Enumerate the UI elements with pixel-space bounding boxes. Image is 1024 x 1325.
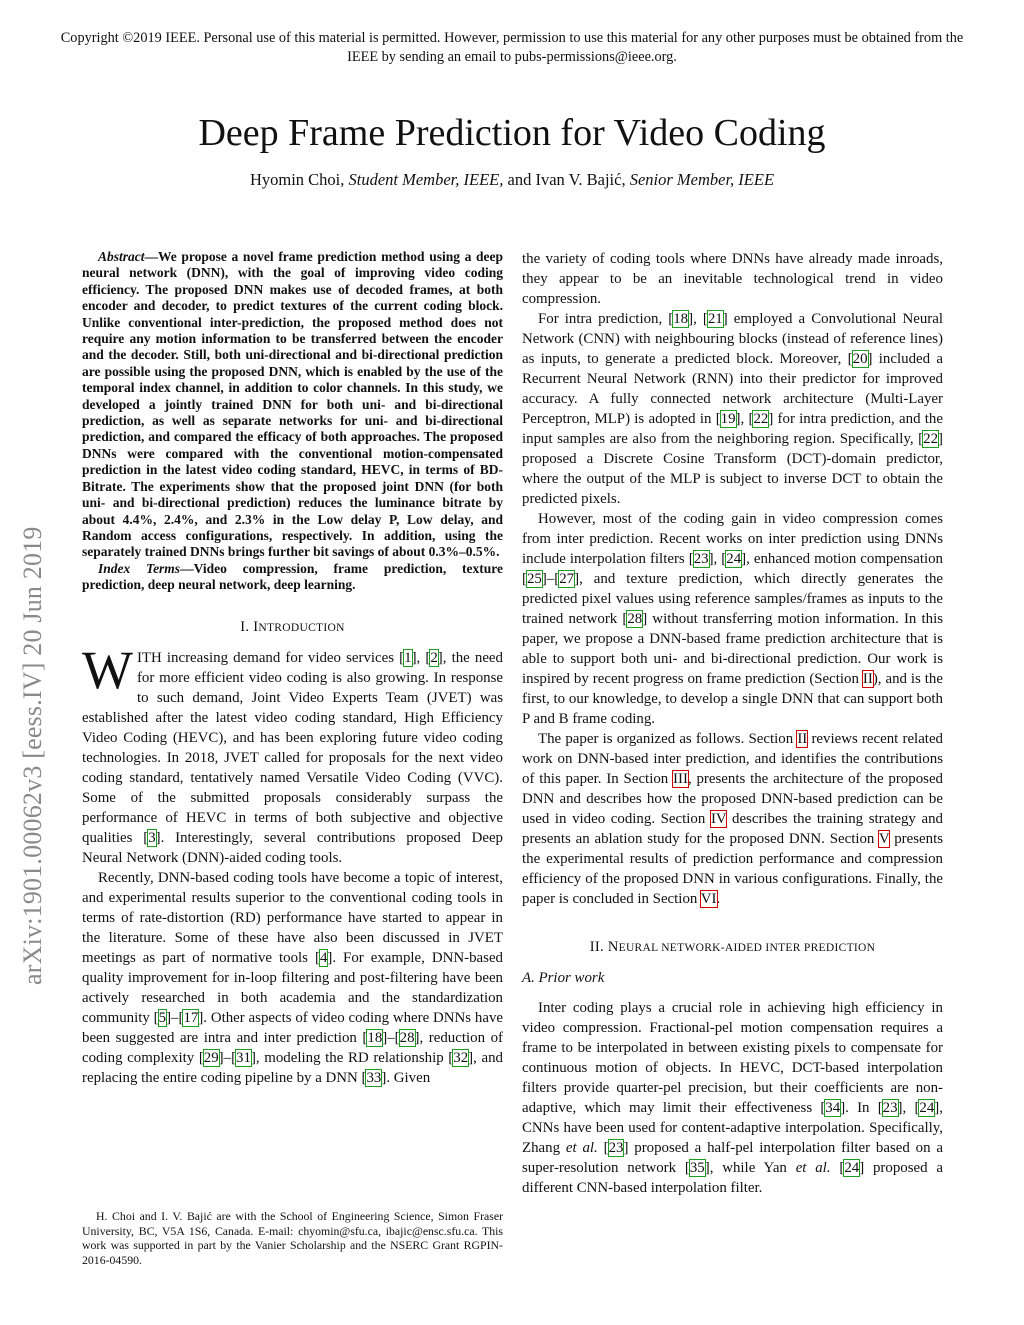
citation-link[interactable]: 29 [203,1049,219,1066]
citation-link[interactable]: 19 [720,411,736,427]
citation-link[interactable]: 34 [825,1100,841,1116]
abstract [82,249,503,561]
citation-link[interactable]: 22 [923,431,939,447]
citation-link[interactable]: 32 [453,1049,469,1066]
author-footnote: H. Choi and I. V. Bajić are with the School of Engineering Science, Simon Fraser University, BC, V5A 1S6, Canada. E-mail: chyomin@sfu.ca, ibajic@ensc.sfu.ca. This work was supported in part by the Vanier Scholarship and the NSERC Grant RGPIN-2016-04590. [82,1209,503,1267]
citation-link[interactable]: 18 [367,1029,383,1046]
right-paragraph-2: For intra prediction, [18], [21] employed a Convolutional Neural Network (CNN) with neighbouring blocks (instead of reference lines) as inputs, to generate a predicted block. Moreover, [20] included a Recurrent Neural Network (RNN) into their predictor for improved accuracy. A fully connected network architecture (Multi-Layer Perceptron, MLP) is adopted in [19], [22] for intra prediction, and the input samples are also from the neighboring region. Specifically, [22] proposed a Discrete Cosine Transform (DCT)-domain predictor, where the output of the MLP is subject to inverse DCT to obtain the predicted pixels. [522,311,943,507]
index-terms-text: —Video compression, frame prediction, texture prediction, deep neural network, deep learning. [82,560,504,593]
left-column [82,249,503,1088]
right-paragraph-1: the variety of coding tools where DNNs have already made inroads, they appear to be an inevitable technological trend in video compression. [522,251,943,307]
citation-link[interactable]: 4 [319,949,328,966]
citation-link[interactable]: 33 [366,1069,382,1086]
citation-link[interactable]: 2 [430,649,438,666]
abstract-label: Abstract [98,249,145,264]
citation-link[interactable]: 35 [689,1160,705,1176]
citation-link[interactable]: 21 [707,311,723,327]
intro-paragraph-1: WITH increasing demand for video services [1], [2], the need for more efficient video coding is also growing. In response to such demand, Joint Video Experts Team (JVET) was established after the latest video coding standard, High Efficiency Video Coding (HEVC), and has been exploring future video coding technologies. In 2018, JVET called for proposals for the next video coding standard, tentatively named Versatile Video Coding (VVC). Some of the submitted proposals considerably surpass the performance of HEVC in terms of both subjective and objective qualities [3]. Interestingly, several contributions proposed Deep Neural Network (DNN)-aided coding tools. [82,639,503,866]
citation-link[interactable]: 25 [526,571,542,587]
section-link[interactable]: IV [710,811,727,827]
citation-link[interactable]: 17 [183,1009,199,1026]
citation-link[interactable]: 24 [726,551,742,567]
citation-link[interactable]: 1 [404,649,412,666]
right-paragraph-3: However, most of the coding gain in video compression comes from inter prediction. Recent works on inter prediction using DNNs include interpolation filters [23], [24], enhanced motion compensation [25]–[27], and texture prediction, which directly generates the predicted pixel values using reference samples/frames as inputs to the trained network [28] without transferring motion information. In this paper, we propose a DNN-based frame prediction architecture that is able to support both uni- and bi-directional prediction. Our work is inspired by recent progress on frame prediction (Section II), and is the first, to our knowledge, to develop a single DNN that can support both P and B frame coding. [522,511,944,727]
author-1-role: Student Member, IEEE, [348,170,504,189]
citation-link[interactable]: 22 [753,411,769,427]
citation-link[interactable]: 20 [852,351,868,367]
index-terms [82,561,503,594]
section-heading-introduction: I. INTRODUCTION [240,618,345,635]
copyright-notice: Copyright ©2019 IEEE. Personal use of this material is permitted. However, permission to use this material for any other purposes must be obtained from the IEEE by sending an email to pubs-permissions@ieee.org. [60,30,964,65]
subsection-heading-prior-work: A. Prior work [522,970,605,986]
citation-link[interactable]: 18 [673,311,689,327]
author-1: Hyomin Choi, [249,170,345,189]
paper-title: Deep Frame Prediction for Video Coding [198,112,826,154]
section-link[interactable]: V [878,831,890,847]
citation-link[interactable]: 24 [919,1100,935,1116]
section-link[interactable]: II [797,731,808,747]
citation-link[interactable]: 3 [148,829,156,846]
right-column [522,249,943,1198]
citation-link[interactable]: 24 [844,1160,860,1176]
author-2-role: Senior Member, IEEE [629,170,775,189]
author-line [0,170,1024,190]
citation-link[interactable]: 23 [608,1140,624,1156]
section-link[interactable]: III [673,771,688,787]
arxiv-stamp: arXiv:1901.00062v3 [eess.IV] 20 Jun 2019 [18,526,47,985]
drop-cap: W [82,639,133,700]
author-2: and Ivan V. Bajić, [507,170,626,189]
section-heading-neural-network: II. NEURAL NETWORK-AIDED INTER PREDICTION [589,939,876,955]
section-link[interactable]: VI [700,891,717,907]
citation-link[interactable]: 31 [236,1049,251,1066]
citation-link[interactable]: 23 [882,1100,898,1116]
citation-link[interactable]: 27 [559,571,575,587]
citation-link[interactable]: 28 [627,611,643,627]
abstract-text: —We propose a novel frame prediction method using a deep neural network (DNN), with the goal of improving video coding efficiency. The proposed DNN makes use of decoded frames, at both encoder and decoder, to predict textures of the current coding block. Unlike conventional inter-prediction, the proposed method does not require any motion information to be transferred between the encoder and the decoder. Still, both uni-directional and bi-directional prediction are possible using the proposed DNN, which is enabled by the use of the temporal index channel, in addition to color channels. In this study, we developed a jointly trained DNN for both uni- and bi-directional prediction, as well as separate networks for uni- and bi-directional prediction, and compared the efficacy of both approaches. The proposed DNNs were compared with the conventional motion-compensated prediction in the latest video coding standard, HEVC, in terms of BD-Bitrate. The experiments show that the proposed joint DNN (for both uni- and bi-directional prediction) reduces the luminance bitrate by about 4.4%, 2.4%, and 2.3% in the Low delay P, Low delay, and Random access configurations, respectively. In addition, using the separately trained DNNs brings further bit savings of about 0.3%–0.5%. [82,249,503,560]
citation-link[interactable]: 5 [158,1009,167,1026]
right-paragraph-4: The paper is organized as follows. Section II reviews recent related work on DNN-based inter prediction, and identifies the contributions of this paper. In Section III, presents the architecture of the proposed DNN and describes how the proposed DNN-based prediction can be used in video coding. Section IV describes the training strategy and presents an ablation study for the proposed DNN. Section V presents the experimental results of prediction performance and compression efficiency of the proposed DNN in various configurations. Finally, the paper is concluded in Section VI. [522,731,943,907]
citation-link[interactable]: 23 [693,551,709,567]
section-link[interactable]: II [862,671,873,687]
index-terms-label: Index Terms [98,560,181,576]
intro-paragraph-2: Recently, DNN-based coding tools have become a topic of interest, and experimental results superior to the conventional coding tools in terms of rate-distortion (RD) performance have started to appear in the literature. Some of these have also been discussed in JVET meetings as part of normative tools [4]. For example, DNN-based quality improvement for in-loop filtering and post-filtering have been actively researched in both academia and the standardization community [5]–[17]. Other aspects of video coding where DNNs have been suggested are intra and inter prediction [18]–[28], reduction of coding complexity [29]–[31], modeling the RD relationship [32], and replacing the entire coding pipeline by a DNN [33]. Given [82,869,504,1086]
citation-link[interactable]: 28 [399,1029,415,1046]
right-paragraph-5: Inter coding plays a crucial role in achieving high efficiency in video compression. Fractional-pel motion compensation requires a frame to be interpolated in between existing pixels to compensate for continuous motion of objects. In HEVC, DCT-based interpolation filters provide quarter-pel precision, but their coefficients are non-adaptive, which may limit their effectiveness [34]. In [23], [24], CNNs have been used for content-adaptive interpolation. Specifically, Zhang et al. [23] proposed a half-pel interpolation filter based on a super-resolution network [35], while Yan et al. [24] proposed a different CNN-based interpolation filter. [522,1000,943,1196]
